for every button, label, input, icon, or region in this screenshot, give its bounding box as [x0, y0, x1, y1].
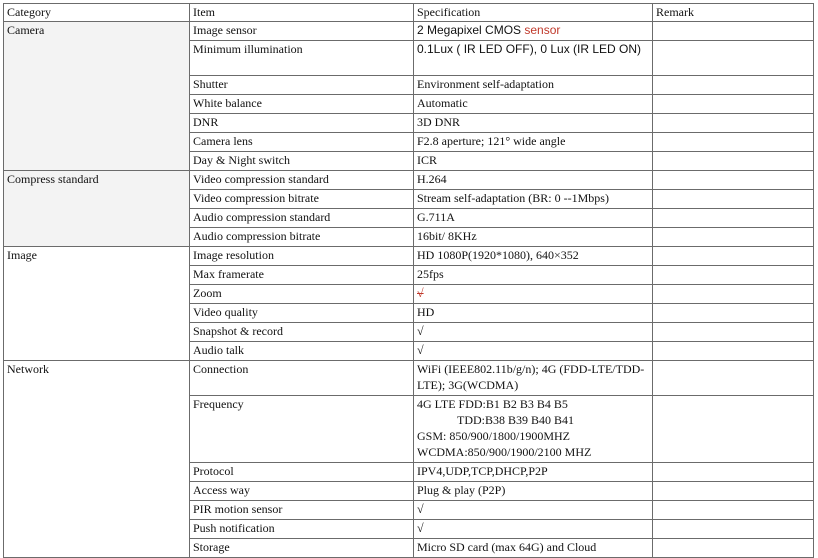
spec-cell: Environment self-adaptation — [414, 76, 653, 95]
table-row — [4, 247, 814, 266]
spec-cell: HD — [414, 304, 653, 323]
item-cell: Video compression standard — [190, 171, 414, 190]
item-cell: Minimum illumination — [190, 41, 414, 76]
item-cell: Image resolution — [190, 247, 414, 266]
spec-cell: H.264 — [414, 171, 653, 190]
spec-cell: 0.1Lux ( IR LED OFF), 0 Lux (IR LED ON) — [414, 41, 653, 76]
header-category: Category — [4, 4, 190, 22]
spec-cell: G.711A — [414, 209, 653, 228]
frequency-line: WCDMA:850/900/1900/2100 MHZ — [417, 445, 592, 459]
remark-cell — [653, 133, 814, 152]
remark-cell — [653, 171, 814, 190]
remark-cell — [653, 539, 814, 558]
frequency-line: GSM: 850/900/1800/1900MHZ — [417, 429, 571, 443]
remark-cell — [653, 266, 814, 285]
spec-text: 2 Megapixel CMOS — [417, 23, 525, 37]
item-cell: Connection — [190, 361, 414, 396]
checkmark-struck: √ — [417, 286, 424, 300]
table-row — [4, 171, 814, 190]
remark-cell — [653, 152, 814, 171]
item-cell: Protocol — [190, 463, 414, 482]
spec-cell: √ — [414, 342, 653, 361]
item-cell: Push notification — [190, 520, 414, 539]
remark-cell — [653, 482, 814, 501]
item-cell: Max framerate — [190, 266, 414, 285]
spec-cell: ICR — [414, 152, 653, 171]
item-cell: Audio compression bitrate — [190, 228, 414, 247]
table-row — [4, 22, 814, 41]
frequency-line: 4G LTE FDD:B1 B2 B3 B4 B5 — [417, 397, 568, 411]
item-cell: Access way — [190, 482, 414, 501]
item-cell: Camera lens — [190, 133, 414, 152]
remark-cell — [653, 190, 814, 209]
spec-cell: √ — [414, 520, 653, 539]
category-camera: Camera — [4, 22, 190, 171]
spec-cell: 3D DNR — [414, 114, 653, 133]
spec-cell: 25fps — [414, 266, 653, 285]
spec-cell — [414, 285, 653, 304]
category-image: Image — [4, 247, 190, 361]
spec-cell: Automatic — [414, 95, 653, 114]
header-row — [4, 4, 814, 22]
item-cell: Snapshot & record — [190, 323, 414, 342]
remark-cell — [653, 361, 814, 396]
remark-cell — [653, 520, 814, 539]
spec-cell: √ — [414, 323, 653, 342]
header-remark: Remark — [653, 4, 814, 22]
item-cell: White balance — [190, 95, 414, 114]
spec-cell: IPV4,UDP,TCP,DHCP,P2P — [414, 463, 653, 482]
header-item: Item — [190, 4, 414, 22]
spec-cell: Micro SD card (max 64G) and Cloud — [414, 539, 653, 558]
remark-cell — [653, 501, 814, 520]
remark-cell — [653, 41, 814, 76]
category-network: Network — [4, 361, 190, 558]
spec-cell — [414, 22, 653, 41]
item-cell: Storage — [190, 539, 414, 558]
remark-cell — [653, 22, 814, 41]
item-cell: Day & Night switch — [190, 152, 414, 171]
specification-table — [3, 3, 814, 558]
remark-cell — [653, 247, 814, 266]
spec-cell: F2.8 aperture; 121° wide angle — [414, 133, 653, 152]
remark-cell — [653, 304, 814, 323]
spec-cell: √ — [414, 501, 653, 520]
item-cell: Audio compression standard — [190, 209, 414, 228]
table-row — [4, 361, 814, 396]
item-cell: Video compression bitrate — [190, 190, 414, 209]
remark-cell — [653, 228, 814, 247]
category-compress-standard: Compress standard — [4, 171, 190, 247]
item-cell: Zoom — [190, 285, 414, 304]
spec-highlight: sensor — [524, 23, 561, 37]
remark-cell — [653, 209, 814, 228]
spec-cell: Stream self-adaptation (BR: 0 --1Mbps) — [414, 190, 653, 209]
remark-cell — [653, 396, 814, 463]
item-cell: DNR — [190, 114, 414, 133]
item-cell: Frequency — [190, 396, 414, 463]
remark-cell — [653, 76, 814, 95]
item-cell: Shutter — [190, 76, 414, 95]
spec-cell: 16bit/ 8KHz — [414, 228, 653, 247]
remark-cell — [653, 95, 814, 114]
item-cell: Audio talk — [190, 342, 414, 361]
item-cell: Video quality — [190, 304, 414, 323]
frequency-line: TDD:B38 B39 B40 B41 — [457, 413, 575, 427]
spec-cell — [414, 396, 653, 463]
spec-cell: Plug & play (P2P) — [414, 482, 653, 501]
remark-cell — [653, 114, 814, 133]
spec-cell: WiFi (IEEE802.11b/g/n); 4G (FDD-LTE/TDD-LTE); 3G(WCDMA) — [414, 361, 653, 396]
remark-cell — [653, 342, 814, 361]
header-specification: Specification — [414, 4, 653, 22]
remark-cell — [653, 463, 814, 482]
remark-cell — [653, 323, 814, 342]
remark-cell — [653, 285, 814, 304]
item-cell: PIR motion sensor — [190, 501, 414, 520]
item-cell: Image sensor — [190, 22, 414, 41]
spec-cell: HD 1080P(1920*1080), 640×352 — [414, 247, 653, 266]
